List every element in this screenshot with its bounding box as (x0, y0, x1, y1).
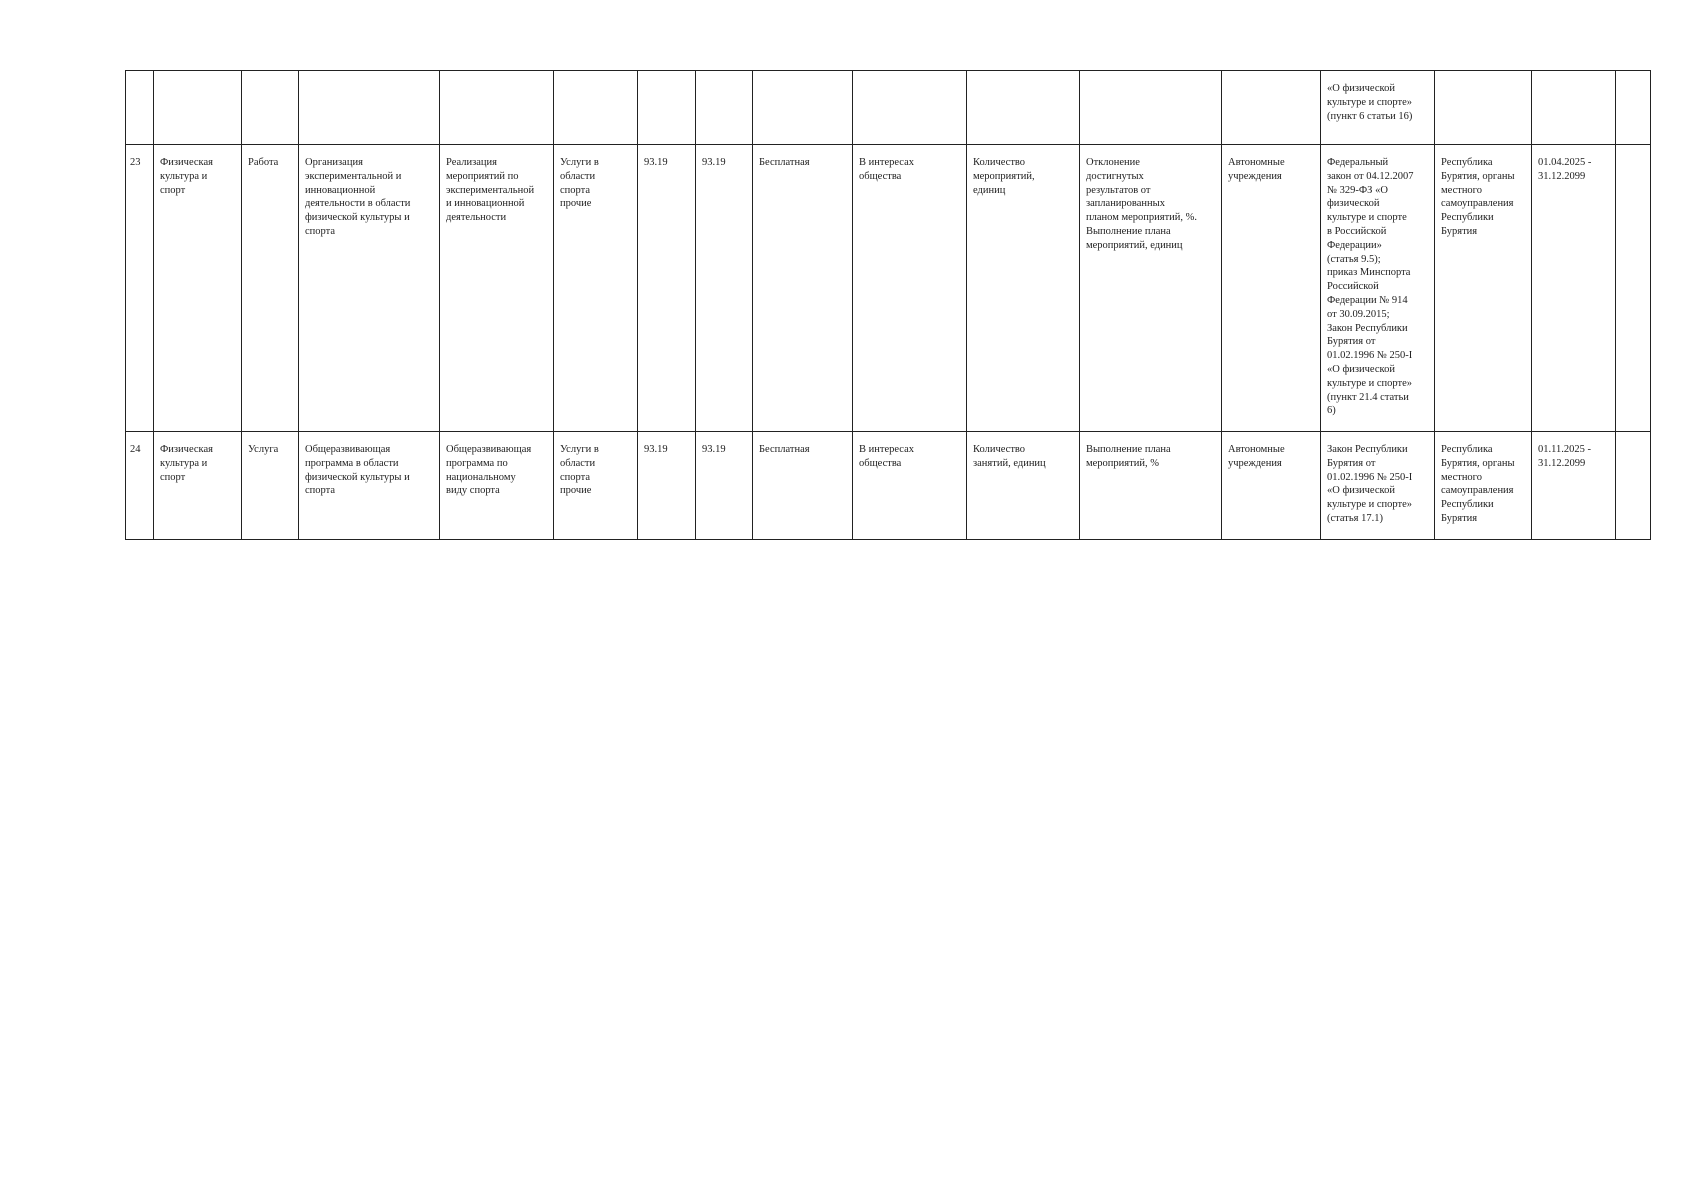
cell-sphere: Физическая культура и спорт (154, 145, 242, 432)
cell-payment-type: Бесплатная (753, 145, 853, 432)
cell-consumers: В интересах общества (853, 432, 967, 540)
cell-okved-code (638, 71, 696, 145)
cell-institution-type: Автономные учреждения (1222, 145, 1321, 432)
cell-okved-code: 93.19 (638, 432, 696, 540)
cell-payment-type: Бесплатная (753, 432, 853, 540)
cell-volume-indicator: Количество занятий, единиц (967, 432, 1080, 540)
cell-okved-name: Услуги в области спорта прочие (554, 145, 638, 432)
cell-quality-indicator: Выполнение плана мероприятий, % (1080, 432, 1222, 540)
cell-service-name: Общеразвивающая программа в области физической культуры и спорта (299, 432, 440, 540)
cell-service-name: Организация экспериментальной и инновационной деятельности в области физической культуры и спорта (299, 145, 440, 432)
cell-notes (1616, 71, 1651, 145)
cell-okved-name: Услуги в области спорта прочие (554, 432, 638, 540)
cell-institution-type: Автономные учреждения (1222, 432, 1321, 540)
table-row-row-24 (126, 432, 1651, 540)
cell-institution-type (1222, 71, 1321, 145)
cell-consumers: В интересах общества (853, 145, 967, 432)
cell-legal-basis: Закон Республики Бурятия от 01.02.1996 № 250-I «О физической культуре и спорте» (статья 17.1) (1321, 432, 1435, 540)
cell-type: Услуга (242, 432, 299, 540)
cell-validity-period (1532, 71, 1616, 145)
cell-service-name (299, 71, 440, 145)
cell-sphere (154, 71, 242, 145)
table-row-continuation (126, 71, 1651, 145)
cell-okved-code: 93.19 (638, 145, 696, 432)
cell-consumers (853, 71, 967, 145)
cell-validity-period: 01.04.2025 - 31.12.2099 (1532, 145, 1616, 432)
cell-authority: Республика Бурятия, органы местного самоуправления Республики Бурятия (1435, 432, 1532, 540)
table-row-row-23 (126, 145, 1651, 432)
cell-sphere: Физическая культура и спорт (154, 432, 242, 540)
cell-legal-basis: «О физической культуре и спорте» (пункт 6 статьи 16) (1321, 71, 1435, 145)
cell-content: Реализация мероприятий по экспериментальной и инновационной деятельности (440, 145, 554, 432)
cell-validity-period: 01.11.2025 - 31.12.2099 (1532, 432, 1616, 540)
cell-notes (1616, 432, 1651, 540)
cell-authority (1435, 71, 1532, 145)
cell-authority: Республика Бурятия, органы местного самоуправления Республики Бурятия (1435, 145, 1532, 432)
cell-quality-indicator (1080, 71, 1222, 145)
cell-legal-basis: Федеральный закон от 04.12.2007 № 329-ФЗ «О физической культуре и спорте в Российской Федерации» (статья 9.5); приказ Минспорта Российской Федерации № 914 от 30.09.2015; Закон Республики Бурятия от 01.02.1996 № 250-I «О физической культуре и спорте» (пункт 21.4 статьи 6) (1321, 145, 1435, 432)
cell-content: Общеразвивающая программа по национальному виду спорта (440, 432, 554, 540)
cell-okpd-code: 93.19 (696, 432, 753, 540)
cell-okved-name (554, 71, 638, 145)
cell-row-number: 23 (126, 145, 154, 432)
cell-row-number: 24 (126, 432, 154, 540)
cell-payment-type (753, 71, 853, 145)
cell-volume-indicator (967, 71, 1080, 145)
cell-content (440, 71, 554, 145)
cell-okpd-code: 93.19 (696, 145, 753, 432)
cell-type (242, 71, 299, 145)
registry-table (125, 70, 1651, 540)
cell-volume-indicator: Количество мероприятий, единиц (967, 145, 1080, 432)
cell-type: Работа (242, 145, 299, 432)
cell-okpd-code (696, 71, 753, 145)
cell-notes (1616, 145, 1651, 432)
cell-quality-indicator: Отклонение достигнутых результатов от запланированных планом мероприятий, %. Выполнение плана мероприятий, единиц (1080, 145, 1222, 432)
cell-row-number (126, 71, 154, 145)
